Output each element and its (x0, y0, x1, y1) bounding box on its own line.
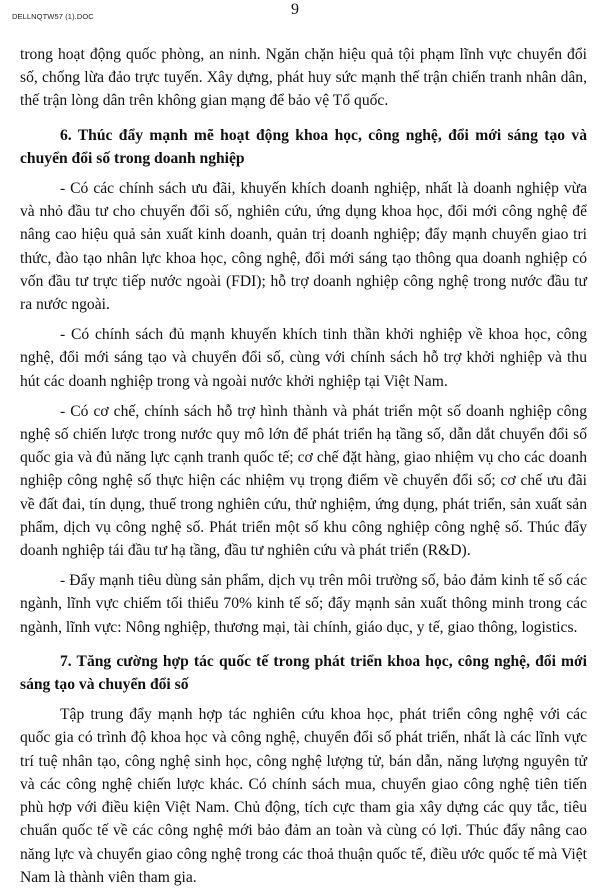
section-6-item-1: - Có các chính sách ưu đãi, khuyến khích doanh nghiệp, nhất là doanh nghiệp vừa và nhỏ đầu tư cho chuyển đổi số, nghiên cứu, ứng dụng khoa học, đổi mới công nghệ để nâng cao hiệu quả sản xuất kinh doanh, quản trị doanh nghiệp; đẩy mạnh chuyển giao tri thức, đào tạo nhân lực khoa học, công nghệ, đổi mới sáng tạo thông qua doanh nghiệp có vốn đầu tư trực tiếp nước ngoài (FDI); hỗ trợ doanh nghiệp công nghệ trong nước đầu tư ra nước ngoài. (20, 180, 587, 314)
section-6-item-2: - Có chính sách đủ mạnh khuyến khích tinh thần khởi nghiệp về khoa học, công nghệ, đổi mới sáng tạo và chuyển đổi số, cùng với chính sách hỗ trợ khởi nghiệp và thu hút các doanh nghiệp trong và ngoài nước khởi nghiệp tại Việt Nam. (20, 326, 587, 390)
section-7-paragraph: Tập trung đẩy mạnh hợp tác nghiên cứu khoa học, phát triển công nghệ với các quốc gia có trình độ khoa học và công nghệ, chuyển đổi số phát triển, nhất là các lĩnh vực trí tuệ nhân tạo, công nghệ sinh học, công nghệ lượng tử, bán dẫn, năng lượng nguyên tử và các công nghệ chiến lược khác. Có chính sách mua, chuyển giao công nghệ tiên tiến phù hợp với điều kiện Việt Nam. Chủ động, tích cực tham gia xây dựng các quy tắc, tiêu chuẩn quốc tế về các công nghệ mới bảo đảm an toàn và cùng có lợi. Thúc đẩy nâng cao năng lực và chuyển giao công nghệ trong các thoả thuận quốc tế, điều ước quốc tế mà Việt Nam là thành viên tham gia. (20, 706, 587, 886)
section-6-item-4: - Đẩy mạnh tiêu dùng sản phẩm, dịch vụ trên môi trường số, bảo đảm kinh tế số các ngành, lĩnh vực chiếm tối thiểu 70% kinh tế số; đẩy mạnh sản xuất thông minh trong các ngành, lĩnh vực: Nông nghiệp, thương mại, tài chính, giáo dục, y tế, giao thông, logistics. (20, 572, 587, 636)
document-body (20, 43, 587, 889)
intro-paragraph: trong hoạt động quốc phòng, an ninh. Ngăn chặn hiệu quả tội phạm lĩnh vực chuyển đổi số, chống lừa đảo trực tuyến. Xây dựng, phát huy sức mạnh thế trận chiến tranh nhân dân, thế trận lòng dân trên không gian mạng để bảo vệ Tổ quốc. (20, 46, 587, 110)
page-number: 9 (291, 1, 299, 18)
section-7-heading: 7. Tăng cường hợp tác quốc tế trong phát triển khoa học, công nghệ, đổi mới sáng tạo và chuyển đổi số (20, 652, 587, 694)
document-filename: DELLNQTW57 (1).DOC (12, 12, 94, 21)
section-6-item-3: - Có cơ chế, chính sách hỗ trợ hình thành và phát triển một số doanh nghiệp công nghệ số chiến lược trong nước quy mô lớn để phát triển hạ tầng số, dẫn dắt chuyển đổi số quốc gia và đủ năng lực cạnh tranh quốc tế; cơ chế đặt hàng, giao nhiệm vụ cho các doanh nghiệp công nghệ số thực hiện các nhiệm vụ trọng điểm về chuyển đổi số; cơ chế ưu đãi về đất đai, tín dụng, thuế trong nghiên cứu, thử nghiệm, ứng dụng, phát triển, sản xuất sản phẩm, dịch vụ công nghệ số. Phát triển một số khu công nghiệp công nghệ số. Thúc đẩy doanh nghiệp tái đầu tư hạ tầng, đầu tư nghiên cứu và phát triển (R&D). (20, 402, 587, 560)
section-6-heading: 6. Thúc đẩy mạnh mẽ hoạt động khoa học, công nghệ, đổi mới sáng tạo và chuyển đổi số trong doanh nghiệp (20, 126, 587, 167)
